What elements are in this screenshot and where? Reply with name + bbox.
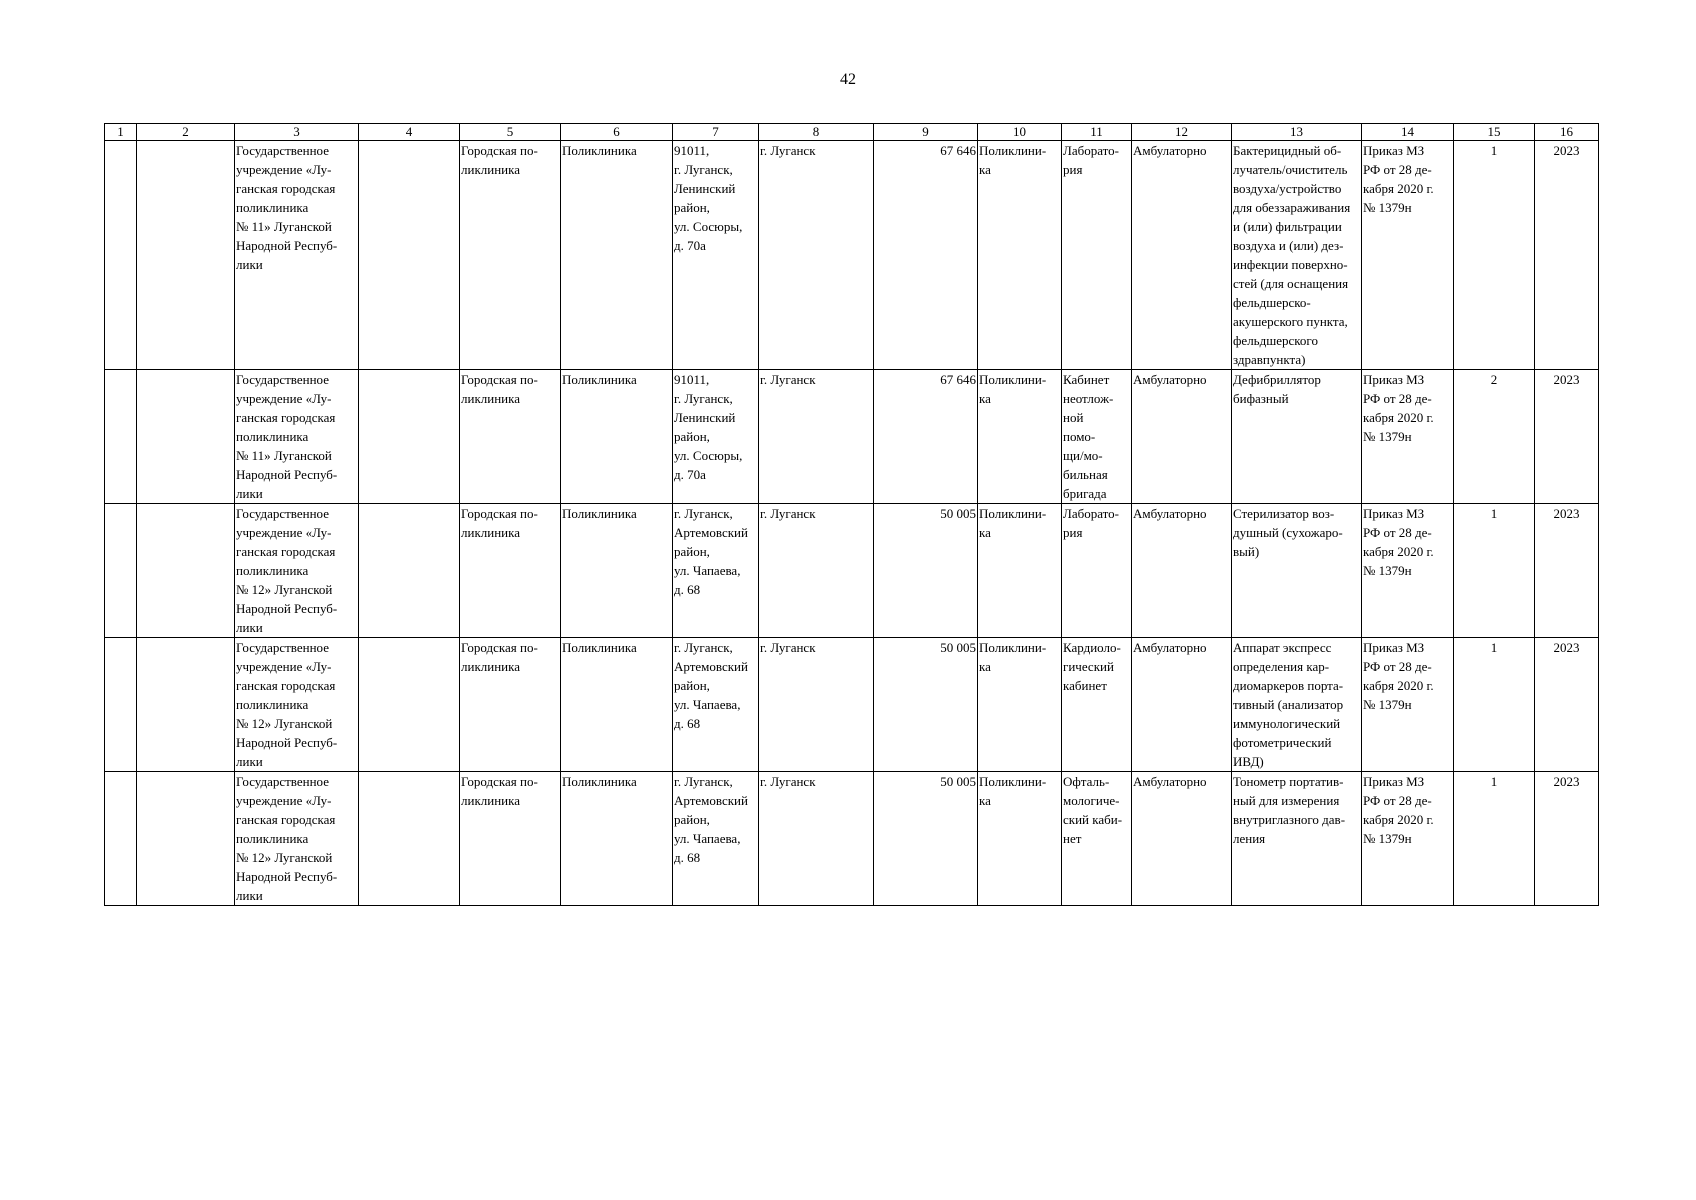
- cell-city: [759, 370, 874, 504]
- column-number-header: 5: [460, 124, 561, 141]
- cell-line: лики: [236, 620, 263, 635]
- cell-city: [759, 504, 874, 638]
- cell-line: учреждение «Лу-: [236, 525, 332, 540]
- cell-line: г. Луганск,: [674, 774, 733, 789]
- cell-line: № 12» Луганской: [236, 582, 333, 597]
- cell-care-form: [1132, 141, 1232, 370]
- cell-city: [759, 772, 874, 906]
- cell-room: [1062, 772, 1132, 906]
- cell-unit-type: [561, 370, 673, 504]
- cell-line: рия: [1063, 162, 1083, 177]
- cell-line: ский каби-: [1063, 812, 1123, 827]
- cell-department: [978, 638, 1062, 772]
- cell-line: лики: [236, 888, 263, 903]
- cell-quantity: 1: [1454, 504, 1535, 638]
- cell-institution-name: [235, 141, 359, 370]
- cell-line: Государственное: [236, 506, 329, 521]
- cell-line: ганская городская: [236, 678, 336, 693]
- cell-line: Городская по-: [461, 372, 538, 387]
- cell-line: поликлиника: [236, 429, 309, 444]
- cell-line: фельдшерско-: [1233, 295, 1311, 310]
- cell-line: гический: [1063, 659, 1114, 674]
- cell-line: № 11» Луганской: [236, 448, 332, 463]
- cell-year: 2023: [1535, 772, 1599, 906]
- cell-line: ный для измерения: [1233, 793, 1340, 808]
- cell-line: ления: [1233, 831, 1266, 846]
- cell-line: Лаборато-: [1063, 506, 1119, 521]
- cell-unit-type: [561, 638, 673, 772]
- cell-col-4: [359, 370, 460, 504]
- cell-line: РФ от 28 де-: [1363, 793, 1432, 808]
- cell-line: ИВД): [1233, 754, 1264, 769]
- table-row: [105, 504, 1599, 638]
- cell-line: Государственное: [236, 774, 329, 789]
- cell-line: учреждение «Лу-: [236, 162, 332, 177]
- cell-line: г. Луганск: [760, 506, 816, 521]
- column-number-header: 6: [561, 124, 673, 141]
- cell-order-ref: [1362, 772, 1454, 906]
- cell-department: [978, 370, 1062, 504]
- cell-quantity: 1: [1454, 141, 1535, 370]
- cell-line: Поликлиника: [562, 143, 637, 158]
- cell-line: ул. Чапаева,: [674, 563, 741, 578]
- cell-population: 50 005: [874, 772, 978, 906]
- cell-equipment: [1232, 638, 1362, 772]
- cell-line: г. Луганск,: [674, 162, 733, 177]
- cell-institution-name: [235, 638, 359, 772]
- cell-order-ref: [1362, 504, 1454, 638]
- cell-line: район,: [674, 200, 710, 215]
- cell-line: ликлиника: [461, 391, 521, 406]
- cell-line: Городская по-: [461, 640, 538, 655]
- cell-line: ликлиника: [461, 525, 521, 540]
- cell-institution-type: [460, 141, 561, 370]
- cell-order-ref: [1362, 141, 1454, 370]
- cell-department: [978, 141, 1062, 370]
- cell-line: ка: [979, 525, 991, 540]
- cell-line: Городская по-: [461, 506, 538, 521]
- cell-line: Артемовский: [674, 793, 748, 808]
- cell-line: г. Луганск: [760, 143, 816, 158]
- cell-city: [759, 638, 874, 772]
- cell-line: РФ от 28 де-: [1363, 525, 1432, 540]
- cell-line: Городская по-: [461, 774, 538, 789]
- cell-room: [1062, 504, 1132, 638]
- page-number: 42: [840, 71, 856, 88]
- cell-equipment: [1232, 370, 1362, 504]
- cell-line: Артемовский: [674, 525, 748, 540]
- cell-line: Поликлини-: [979, 143, 1047, 158]
- cell-line: кабря 2020 г.: [1363, 410, 1434, 425]
- cell-line: воздуха и (или) дез-: [1233, 238, 1344, 253]
- cell-line: № 1379н: [1363, 697, 1412, 712]
- column-number-row: [105, 124, 1599, 141]
- cell-unit-type: [561, 772, 673, 906]
- cell-line: бифазный: [1233, 391, 1289, 406]
- cell-line: Приказ МЗ: [1363, 774, 1425, 789]
- cell-line: Стерилизатор воз-: [1233, 506, 1335, 521]
- cell-line: фельдшерского: [1233, 333, 1318, 348]
- cell-line: ка: [979, 162, 991, 177]
- table-row: [105, 141, 1599, 370]
- cell-line: Поликлиника: [562, 506, 637, 521]
- table-row: [105, 370, 1599, 504]
- cell-line: диомаркеров порта-: [1233, 678, 1344, 693]
- cell-line: вый): [1233, 544, 1260, 559]
- cell-line: Приказ МЗ: [1363, 640, 1425, 655]
- column-number-header: 1: [105, 124, 137, 141]
- cell-line: ка: [979, 793, 991, 808]
- cell-line: Поликлини-: [979, 506, 1047, 521]
- cell-institution-name: [235, 504, 359, 638]
- cell-line: учреждение «Лу-: [236, 793, 332, 808]
- cell-population: 67 646: [874, 370, 978, 504]
- cell-line: мологиче-: [1063, 793, 1120, 808]
- cell-room: [1062, 638, 1132, 772]
- cell-col-1: [105, 504, 137, 638]
- cell-line: Поликлиника: [562, 372, 637, 387]
- cell-institution-type: [460, 772, 561, 906]
- cell-line: учреждение «Лу-: [236, 391, 332, 406]
- column-number-header: 3: [235, 124, 359, 141]
- cell-line: лики: [236, 257, 263, 272]
- cell-line: нет: [1063, 831, 1082, 846]
- cell-line: ул. Чапаева,: [674, 831, 741, 846]
- cell-line: Амбулаторно: [1133, 372, 1207, 387]
- cell-population: 50 005: [874, 638, 978, 772]
- cell-line: Государственное: [236, 640, 329, 655]
- cell-col-1: [105, 141, 137, 370]
- cell-address: [673, 772, 759, 906]
- cell-line: лики: [236, 486, 263, 501]
- cell-line: Поликлиника: [562, 774, 637, 789]
- cell-line: учреждение «Лу-: [236, 659, 332, 674]
- cell-order-ref: [1362, 370, 1454, 504]
- table-body: [105, 141, 1599, 906]
- cell-col-2: [137, 141, 235, 370]
- table-row: [105, 638, 1599, 772]
- cell-line: Государственное: [236, 143, 329, 158]
- cell-line: иммунологический: [1233, 716, 1341, 731]
- cell-quantity: 1: [1454, 638, 1535, 772]
- cell-line: поликлиника: [236, 200, 309, 215]
- cell-line: фотометрический: [1233, 735, 1332, 750]
- cell-col-4: [359, 772, 460, 906]
- cell-line: Поликлини-: [979, 774, 1047, 789]
- cell-year: 2023: [1535, 638, 1599, 772]
- cell-line: РФ от 28 де-: [1363, 162, 1432, 177]
- cell-line: д. 70а: [674, 467, 706, 482]
- cell-line: тивный (анализатор: [1233, 697, 1344, 712]
- cell-line: г. Луганск,: [674, 640, 733, 655]
- column-number-header: 12: [1132, 124, 1232, 141]
- cell-line: 91011,: [674, 372, 710, 387]
- column-number-header: 10: [978, 124, 1062, 141]
- cell-line: ликлиника: [461, 659, 521, 674]
- column-number-header: 2: [137, 124, 235, 141]
- column-number-header: 4: [359, 124, 460, 141]
- cell-line: Поликлиника: [562, 640, 637, 655]
- column-number-header: 11: [1062, 124, 1132, 141]
- cell-line: Тонометр портатив-: [1233, 774, 1344, 789]
- cell-room: [1062, 141, 1132, 370]
- cell-line: ганская городская: [236, 812, 336, 827]
- cell-line: Лаборато-: [1063, 143, 1119, 158]
- cell-address: [673, 504, 759, 638]
- cell-population: 50 005: [874, 504, 978, 638]
- cell-quantity: 1: [1454, 772, 1535, 906]
- cell-line: воздуха/устройство: [1233, 181, 1342, 196]
- cell-line: Народной Респуб-: [236, 869, 338, 884]
- cell-line: № 11» Луганской: [236, 219, 332, 234]
- cell-institution-type: [460, 638, 561, 772]
- cell-line: Амбулаторно: [1133, 774, 1207, 789]
- cell-line: Амбулаторно: [1133, 143, 1207, 158]
- cell-institution-type: [460, 370, 561, 504]
- cell-line: Артемовский: [674, 659, 748, 674]
- cell-year: 2023: [1535, 504, 1599, 638]
- cell-address: [673, 370, 759, 504]
- cell-line: Городская по-: [461, 143, 538, 158]
- cell-equipment: [1232, 141, 1362, 370]
- cell-line: внутриглазного дав-: [1233, 812, 1346, 827]
- cell-unit-type: [561, 504, 673, 638]
- cell-line: ганская городская: [236, 181, 336, 196]
- cell-col-2: [137, 638, 235, 772]
- cell-line: д. 68: [674, 850, 701, 865]
- cell-line: Народной Респуб-: [236, 238, 338, 253]
- cell-line: ул. Сосюры,: [674, 448, 743, 463]
- cell-col-4: [359, 504, 460, 638]
- cell-institution-type: [460, 504, 561, 638]
- cell-line: Дефибриллятор: [1233, 372, 1321, 387]
- cell-line: Аппарат экспресс: [1233, 640, 1332, 655]
- cell-institution-name: [235, 370, 359, 504]
- cell-line: лики: [236, 754, 263, 769]
- cell-line: неотлож-: [1063, 391, 1114, 406]
- cell-line: кабинет: [1063, 678, 1107, 693]
- cell-line: № 1379н: [1363, 429, 1412, 444]
- cell-line: г. Луганск: [760, 774, 816, 789]
- cell-year: 2023: [1535, 141, 1599, 370]
- cell-line: д. 68: [674, 582, 701, 597]
- cell-line: ка: [979, 659, 991, 674]
- column-number-header: 7: [673, 124, 759, 141]
- cell-line: ка: [979, 391, 991, 406]
- cell-line: Бактерицидный об-: [1233, 143, 1342, 158]
- cell-line: инфекции поверхно-: [1233, 257, 1348, 272]
- cell-line: ликлиника: [461, 162, 521, 177]
- cell-line: Ленинский: [674, 181, 736, 196]
- cell-line: Приказ МЗ: [1363, 372, 1425, 387]
- cell-line: Поликлини-: [979, 640, 1047, 655]
- cell-line: бильная: [1063, 467, 1108, 482]
- cell-line: Народной Респуб-: [236, 735, 338, 750]
- column-number-header: 16: [1535, 124, 1599, 141]
- cell-line: душный (сухожаро-: [1233, 525, 1343, 540]
- cell-line: помо-: [1063, 429, 1096, 444]
- cell-line: бригада: [1063, 486, 1107, 501]
- cell-line: ликлиника: [461, 793, 521, 808]
- cell-line: поликлиника: [236, 563, 309, 578]
- cell-line: Ленинский: [674, 410, 736, 425]
- cell-col-4: [359, 141, 460, 370]
- cell-quantity: 2: [1454, 370, 1535, 504]
- cell-col-1: [105, 772, 137, 906]
- column-number-header: 8: [759, 124, 874, 141]
- cell-order-ref: [1362, 638, 1454, 772]
- cell-institution-name: [235, 772, 359, 906]
- cell-line: акушерского пункта,: [1233, 314, 1348, 329]
- cell-city: [759, 141, 874, 370]
- column-number-header: 9: [874, 124, 978, 141]
- cell-line: здравпункта): [1233, 352, 1306, 367]
- cell-line: № 1379н: [1363, 563, 1412, 578]
- cell-year: 2023: [1535, 370, 1599, 504]
- cell-line: ной: [1063, 410, 1084, 425]
- cell-col-1: [105, 370, 137, 504]
- cell-line: район,: [674, 812, 710, 827]
- cell-line: Кабинет: [1063, 372, 1110, 387]
- cell-line: и (или) фильтрации: [1233, 219, 1342, 234]
- cell-line: район,: [674, 544, 710, 559]
- cell-line: Народной Респуб-: [236, 601, 338, 616]
- cell-line: район,: [674, 429, 710, 444]
- cell-care-form: [1132, 504, 1232, 638]
- cell-line: ганская городская: [236, 410, 336, 425]
- cell-line: 91011,: [674, 143, 710, 158]
- table-row: [105, 772, 1599, 906]
- cell-line: кабря 2020 г.: [1363, 544, 1434, 559]
- cell-line: Амбулаторно: [1133, 506, 1207, 521]
- cell-line: г. Луганск,: [674, 391, 733, 406]
- cell-col-2: [137, 504, 235, 638]
- cell-line: рия: [1063, 525, 1083, 540]
- cell-col-2: [137, 772, 235, 906]
- cell-line: щи/мо-: [1063, 448, 1103, 463]
- cell-line: № 12» Луганской: [236, 850, 333, 865]
- cell-line: д. 68: [674, 716, 701, 731]
- cell-col-2: [137, 370, 235, 504]
- cell-line: ул. Чапаева,: [674, 697, 741, 712]
- cell-line: Приказ МЗ: [1363, 143, 1425, 158]
- cell-care-form: [1132, 772, 1232, 906]
- cell-room: [1062, 370, 1132, 504]
- cell-line: район,: [674, 678, 710, 693]
- cell-address: [673, 638, 759, 772]
- cell-line: № 1379н: [1363, 831, 1412, 846]
- cell-line: кабря 2020 г.: [1363, 678, 1434, 693]
- cell-line: Поликлини-: [979, 372, 1047, 387]
- cell-unit-type: [561, 141, 673, 370]
- cell-department: [978, 504, 1062, 638]
- cell-line: РФ от 28 де-: [1363, 391, 1432, 406]
- cell-line: лучатель/очиститель: [1233, 162, 1348, 177]
- column-number-header: 14: [1362, 124, 1454, 141]
- cell-line: Приказ МЗ: [1363, 506, 1425, 521]
- cell-address: [673, 141, 759, 370]
- equipment-table: [104, 123, 1599, 906]
- cell-line: № 12» Луганской: [236, 716, 333, 731]
- cell-col-4: [359, 638, 460, 772]
- cell-line: кабря 2020 г.: [1363, 812, 1434, 827]
- cell-equipment: [1232, 504, 1362, 638]
- cell-line: поликлиника: [236, 831, 309, 846]
- cell-line: Офталь-: [1063, 774, 1110, 789]
- cell-population: 67 646: [874, 141, 978, 370]
- cell-care-form: [1132, 370, 1232, 504]
- cell-line: г. Луганск: [760, 372, 816, 387]
- cell-line: Амбулаторно: [1133, 640, 1207, 655]
- cell-equipment: [1232, 772, 1362, 906]
- cell-line: д. 70а: [674, 238, 706, 253]
- cell-line: ул. Сосюры,: [674, 219, 743, 234]
- cell-line: стей (для оснащения: [1233, 276, 1349, 291]
- cell-department: [978, 772, 1062, 906]
- cell-line: ганская городская: [236, 544, 336, 559]
- cell-line: № 1379н: [1363, 200, 1412, 215]
- cell-line: поликлиника: [236, 697, 309, 712]
- column-number-header: 15: [1454, 124, 1535, 141]
- cell-line: Государственное: [236, 372, 329, 387]
- cell-line: Народной Респуб-: [236, 467, 338, 482]
- cell-care-form: [1132, 638, 1232, 772]
- cell-col-1: [105, 638, 137, 772]
- cell-line: РФ от 28 де-: [1363, 659, 1432, 674]
- cell-line: г. Луганск: [760, 640, 816, 655]
- cell-line: г. Луганск,: [674, 506, 733, 521]
- column-number-header: 13: [1232, 124, 1362, 141]
- cell-line: определения кар-: [1233, 659, 1330, 674]
- cell-line: для обеззараживания: [1233, 200, 1351, 215]
- cell-line: Кардиоло-: [1063, 640, 1121, 655]
- cell-line: кабря 2020 г.: [1363, 181, 1434, 196]
